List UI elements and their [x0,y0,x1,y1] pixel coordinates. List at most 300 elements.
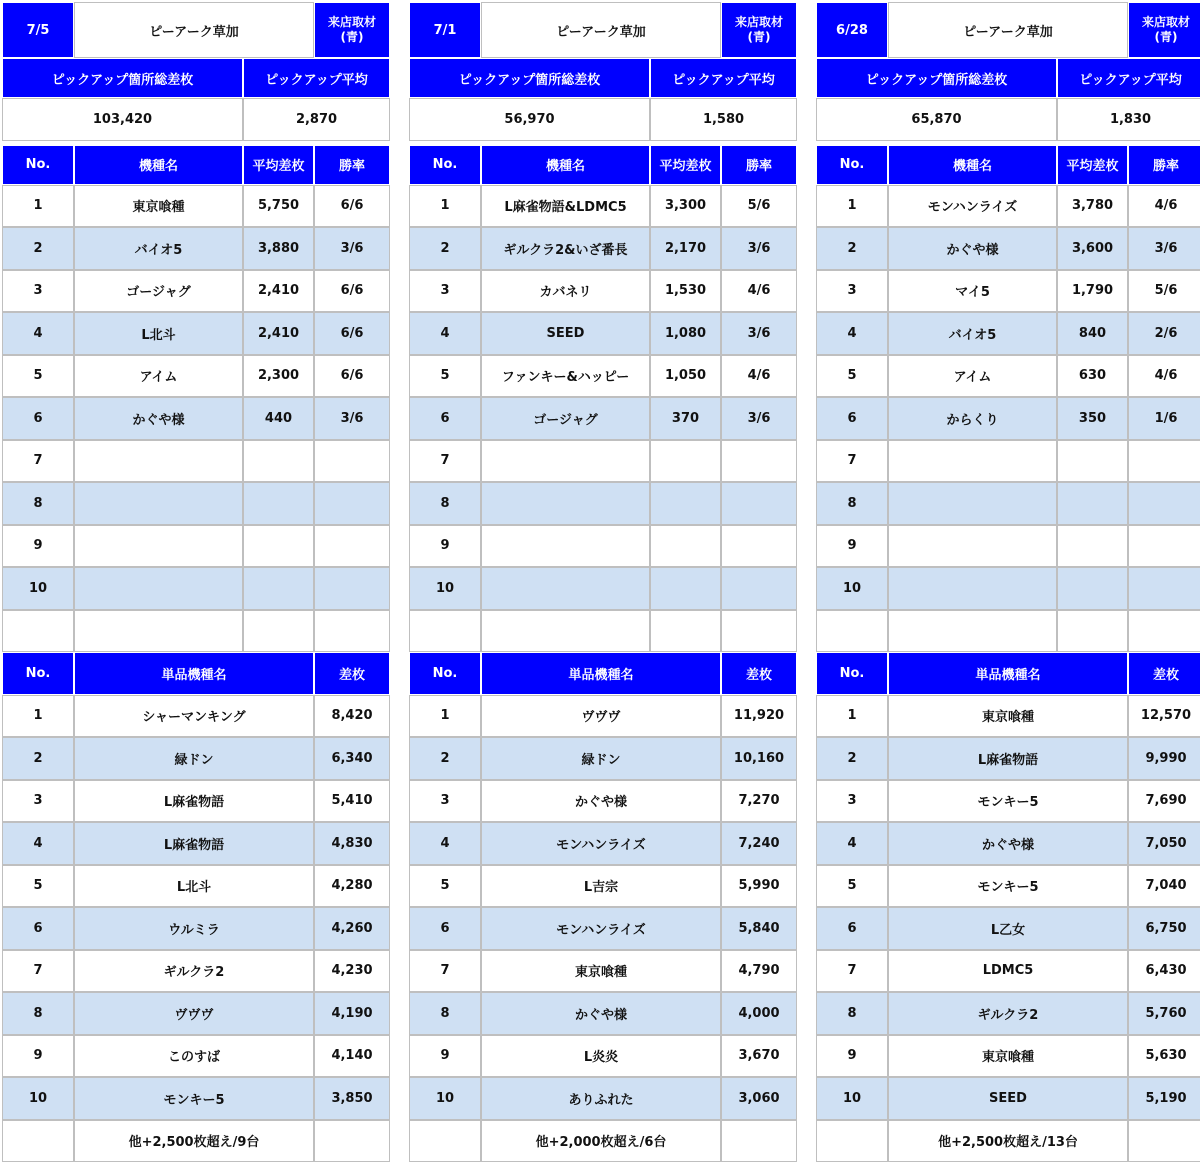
total-diff-value: 56,970 [409,98,650,141]
total-diff-label: ピックアップ箇所総差枚 [2,58,243,98]
single-model: L炎炎 [481,1035,721,1078]
footer-note: 他+2,500枚超え/13台 [888,1120,1128,1163]
single-row [2,737,390,780]
pickup-no: 5 [409,355,481,398]
single-diff: 6,750 [1128,907,1200,950]
footer-blank [1128,1120,1200,1163]
pickup-avg: 2,410 [243,312,314,355]
pickup-row [409,270,797,313]
single-model: ギルクラ2 [888,992,1128,1035]
pickup-avg: 370 [650,397,721,440]
pickup-row [409,482,797,525]
col-model-header: 機種名 [481,145,650,185]
pickup-row [2,270,390,313]
single-row [816,865,1200,908]
pickup-winrate: 6/6 [314,185,390,228]
pickup-winrate: 3/6 [1128,227,1200,270]
pickup-winrate [721,525,797,568]
pickup-avg [243,525,314,568]
date-block [2,2,390,1162]
pickup-winrate: 5/6 [1128,270,1200,313]
pickup-model [481,525,650,568]
single-no: 8 [409,992,481,1035]
single-no: 1 [2,695,74,738]
pickup-model: モンハンライズ [888,185,1057,228]
col-no-header: No. [409,145,481,185]
pickup-winrate: 3/6 [314,397,390,440]
blank-cell [409,610,481,653]
single-no: 5 [2,865,74,908]
footer-blank [314,1120,390,1163]
date-cell: 7/5 [2,2,74,58]
pickup-avg [1057,482,1128,525]
pickup-row [2,482,390,525]
average-label: ピックアップ平均 [1057,58,1200,98]
single-model: L北斗 [74,865,314,908]
title-row [409,2,797,58]
single-model: シャーマンキング [74,695,314,738]
pickup-winrate [314,567,390,610]
single-row [409,950,797,993]
hall-name: ピーアーク草加 [74,2,314,58]
pickup-no: 2 [816,227,888,270]
pickup-row [816,227,1200,270]
pickup-row [816,355,1200,398]
date-cell: 7/1 [409,2,481,58]
pickup-no: 3 [816,270,888,313]
pickup-header-row [816,145,1200,185]
single-no: 1 [816,695,888,738]
single-model: SEED [888,1077,1128,1120]
single-model-header: 単品機種名 [888,652,1128,695]
single-model-header: 単品機種名 [481,652,721,695]
footer-blank [816,1120,888,1163]
single-header-row [816,652,1200,695]
single-diff: 5,410 [314,780,390,823]
pickup-avg [243,482,314,525]
summary-header-row [2,58,390,98]
pickup-winrate: 6/6 [314,355,390,398]
pickup-no: 4 [2,312,74,355]
pickup-winrate [721,567,797,610]
pickup-model [74,567,243,610]
pickup-model [74,482,243,525]
pickup-model: ファンキー&ハッピー [481,355,650,398]
pickup-model: かぐや様 [74,397,243,440]
col-model-header: 機種名 [888,145,1057,185]
pickup-no: 1 [2,185,74,228]
single-row [2,695,390,738]
blank-cell [1128,610,1200,653]
pickup-model: L麻雀物語&LDMC5 [481,185,650,228]
pickup-model: バイオ5 [888,312,1057,355]
single-no: 6 [816,907,888,950]
pickup-model: ギルクラ2&いざ番長 [481,227,650,270]
single-row [816,1077,1200,1120]
single-row [409,780,797,823]
pickup-no: 4 [816,312,888,355]
pickup-model [888,567,1057,610]
pickup-no: 7 [409,440,481,483]
title-row [816,2,1200,58]
pickup-row [2,227,390,270]
pickup-row [409,227,797,270]
pickup-no: 4 [409,312,481,355]
col-winrate-header: 勝率 [314,145,390,185]
single-row [2,822,390,865]
date-cell: 6/28 [816,2,888,58]
single-no: 10 [2,1077,74,1120]
pickup-row [409,355,797,398]
pickup-avg [650,440,721,483]
blank-cell [314,610,390,653]
pickup-avg [243,440,314,483]
single-model: 緑ドン [481,737,721,780]
single-row [2,1077,390,1120]
pickup-no: 7 [816,440,888,483]
pickup-winrate: 2/6 [1128,312,1200,355]
col-avg-header: 平均差枚 [650,145,721,185]
blank-cell [481,610,650,653]
pickup-model: L北斗 [74,312,243,355]
single-diff: 5,190 [1128,1077,1200,1120]
pickup-winrate [1128,440,1200,483]
average-label: ピックアップ平均 [243,58,390,98]
single-diff: 3,850 [314,1077,390,1120]
single-no: 9 [816,1035,888,1078]
single-diff: 7,050 [1128,822,1200,865]
pickup-model [481,567,650,610]
pickup-no: 2 [409,227,481,270]
blank-row [409,610,797,653]
single-diff: 9,990 [1128,737,1200,780]
single-row [409,1077,797,1120]
pickup-model: ゴージャグ [481,397,650,440]
footer-blank [721,1120,797,1163]
single-no: 2 [2,737,74,780]
single-row [409,865,797,908]
blank-cell [816,610,888,653]
pickup-no: 3 [2,270,74,313]
single-model: かぐや様 [481,992,721,1035]
single-header-row [2,652,390,695]
single-model: L麻雀物語 [74,780,314,823]
col-model-header: 機種名 [74,145,243,185]
pickup-winrate: 4/6 [1128,185,1200,228]
pickup-model [888,525,1057,568]
pickup-avg [650,567,721,610]
pickup-no: 3 [409,270,481,313]
summary-value-row [409,98,797,141]
pickup-avg: 3,600 [1057,227,1128,270]
single-no: 4 [409,822,481,865]
single-model: ヴヴヴ [74,992,314,1035]
pickup-row [816,525,1200,568]
single-no: 3 [816,780,888,823]
pickup-no: 10 [816,567,888,610]
pickup-winrate: 4/6 [721,270,797,313]
single-diff: 10,160 [721,737,797,780]
single-row [816,822,1200,865]
pickup-winrate [314,525,390,568]
single-no-header: No. [816,652,888,695]
pickup-avg: 630 [1057,355,1128,398]
single-no: 9 [2,1035,74,1078]
single-no: 5 [409,865,481,908]
single-diff: 5,990 [721,865,797,908]
blank-cell [243,610,314,653]
single-diff-header: 差枚 [1128,652,1200,695]
pickup-no: 8 [409,482,481,525]
pickup-model: かぐや様 [888,227,1057,270]
col-avg-header: 平均差枚 [1057,145,1128,185]
pickup-avg: 1,530 [650,270,721,313]
single-no: 10 [409,1077,481,1120]
total-diff-label: ピックアップ箇所総差枚 [409,58,650,98]
single-model: モンハンライズ [481,822,721,865]
summary-header-row [816,58,1200,98]
hall-name: ピーアーク草加 [888,2,1128,58]
summary-value-row [816,98,1200,141]
coverage-label: 来店取材 (青) [1128,2,1200,58]
pickup-model [74,440,243,483]
single-diff: 5,630 [1128,1035,1200,1078]
pickup-header-row [409,145,797,185]
pickup-avg: 1,080 [650,312,721,355]
pickup-winrate [1128,525,1200,568]
single-model: モンキー5 [888,780,1128,823]
single-diff: 4,830 [314,822,390,865]
summary-header-row [409,58,797,98]
pickup-winrate [721,482,797,525]
blank-cell [888,610,1057,653]
pickup-avg: 2,410 [243,270,314,313]
pickup-winrate: 4/6 [721,355,797,398]
average-value: 1,580 [650,98,797,141]
single-diff-header: 差枚 [314,652,390,695]
pickup-model [888,482,1057,525]
single-diff: 3,060 [721,1077,797,1120]
footer-row [409,1120,797,1163]
footer-note: 他+2,500枚超え/9台 [74,1120,314,1163]
pickup-model [888,440,1057,483]
single-no: 3 [2,780,74,823]
pickup-model: バイオ5 [74,227,243,270]
pickup-avg: 3,300 [650,185,721,228]
single-diff: 7,270 [721,780,797,823]
single-no: 10 [816,1077,888,1120]
single-no: 4 [816,822,888,865]
pickup-model: 東京喰種 [74,185,243,228]
pickup-model: SEED [481,312,650,355]
pickup-row [816,440,1200,483]
single-model: ギルクラ2 [74,950,314,993]
pickup-model: カバネリ [481,270,650,313]
single-no: 1 [409,695,481,738]
pickup-model [481,482,650,525]
pickup-model [74,525,243,568]
blank-cell [721,610,797,653]
total-diff-label: ピックアップ箇所総差枚 [816,58,1057,98]
single-diff: 3,670 [721,1035,797,1078]
single-no: 8 [816,992,888,1035]
single-model: ありふれた [481,1077,721,1120]
single-no: 7 [409,950,481,993]
pickup-model: マイ5 [888,270,1057,313]
pickup-avg [243,567,314,610]
single-row [409,1035,797,1078]
pickup-avg: 3,780 [1057,185,1128,228]
single-row [409,822,797,865]
single-no: 8 [2,992,74,1035]
single-row [2,780,390,823]
single-diff: 4,260 [314,907,390,950]
single-diff: 6,430 [1128,950,1200,993]
single-no: 9 [409,1035,481,1078]
single-row [2,992,390,1035]
pickup-winrate [1128,482,1200,525]
pickup-row [409,185,797,228]
hall-name: ピーアーク草加 [481,2,721,58]
single-model: 東京喰種 [481,950,721,993]
single-model: 東京喰種 [888,1035,1128,1078]
pickup-row [2,185,390,228]
single-model: LDMC5 [888,950,1128,993]
pickup-no: 2 [2,227,74,270]
pickup-winrate: 3/6 [721,227,797,270]
single-row [816,737,1200,780]
pickup-avg: 1,790 [1057,270,1128,313]
footer-blank [2,1120,74,1163]
pickup-no: 9 [816,525,888,568]
pickup-row [2,567,390,610]
single-model: かぐや様 [481,780,721,823]
single-row [816,780,1200,823]
title-row [2,2,390,58]
pickup-model: アイム [74,355,243,398]
single-diff: 5,760 [1128,992,1200,1035]
pickup-no: 1 [816,185,888,228]
pickup-no: 6 [2,397,74,440]
pickup-row [409,567,797,610]
pickup-row [2,525,390,568]
pickup-no: 10 [409,567,481,610]
pickup-row [409,397,797,440]
summary-value-row [2,98,390,141]
single-model-header: 単品機種名 [74,652,314,695]
single-no: 6 [2,907,74,950]
single-header-row [409,652,797,695]
blank-cell [1057,610,1128,653]
single-no-header: No. [409,652,481,695]
pickup-avg [1057,440,1128,483]
single-row [816,950,1200,993]
single-no: 2 [409,737,481,780]
footer-row [2,1120,390,1163]
single-diff: 4,280 [314,865,390,908]
single-no: 3 [409,780,481,823]
single-model: モンキー5 [888,865,1128,908]
average-value: 2,870 [243,98,390,141]
single-model: かぐや様 [888,822,1128,865]
footer-blank [409,1120,481,1163]
single-model: ウルミラ [74,907,314,950]
single-diff: 4,230 [314,950,390,993]
col-no-header: No. [2,145,74,185]
pickup-no: 8 [816,482,888,525]
pickup-avg: 5,750 [243,185,314,228]
total-diff-value: 103,420 [2,98,243,141]
pickup-row [409,525,797,568]
pickup-winrate [721,440,797,483]
pickup-winrate: 6/6 [314,312,390,355]
pickup-avg: 2,300 [243,355,314,398]
pickup-row [816,270,1200,313]
col-winrate-header: 勝率 [721,145,797,185]
footer-note: 他+2,000枚超え/6台 [481,1120,721,1163]
pickup-model: アイム [888,355,1057,398]
single-row [2,950,390,993]
pickup-winrate: 5/6 [721,185,797,228]
blank-row [2,610,390,653]
single-model: モンキー5 [74,1077,314,1120]
pickup-header-row [2,145,390,185]
single-diff: 4,790 [721,950,797,993]
col-avg-header: 平均差枚 [243,145,314,185]
single-row [409,992,797,1035]
single-diff: 6,340 [314,737,390,780]
single-diff: 12,570 [1128,695,1200,738]
average-label: ピックアップ平均 [650,58,797,98]
pickup-row [2,312,390,355]
single-model: このすば [74,1035,314,1078]
single-diff: 7,240 [721,822,797,865]
pickup-avg: 440 [243,397,314,440]
pickup-no: 6 [409,397,481,440]
single-no: 6 [409,907,481,950]
col-winrate-header: 勝率 [1128,145,1200,185]
pickup-avg: 350 [1057,397,1128,440]
pickup-winrate: 3/6 [314,227,390,270]
pickup-no: 5 [2,355,74,398]
pickup-row [2,355,390,398]
date-block [409,2,797,1162]
single-row [816,695,1200,738]
single-no: 5 [816,865,888,908]
single-row [409,907,797,950]
blank-cell [2,610,74,653]
single-model: 緑ドン [74,737,314,780]
pickup-winrate: 3/6 [721,312,797,355]
pickup-avg [1057,525,1128,568]
single-model: L乙女 [888,907,1128,950]
pickup-no: 1 [409,185,481,228]
single-no-header: No. [2,652,74,695]
pickup-avg [650,482,721,525]
single-diff-header: 差枚 [721,652,797,695]
single-diff: 4,140 [314,1035,390,1078]
pickup-no: 7 [2,440,74,483]
pickup-no: 9 [409,525,481,568]
pickup-avg: 2,170 [650,227,721,270]
single-no: 4 [2,822,74,865]
pickup-no: 10 [2,567,74,610]
pickup-winrate: 1/6 [1128,397,1200,440]
pickup-avg: 840 [1057,312,1128,355]
coverage-label: 来店取材 (青) [721,2,797,58]
pickup-row [816,185,1200,228]
pickup-row [409,312,797,355]
